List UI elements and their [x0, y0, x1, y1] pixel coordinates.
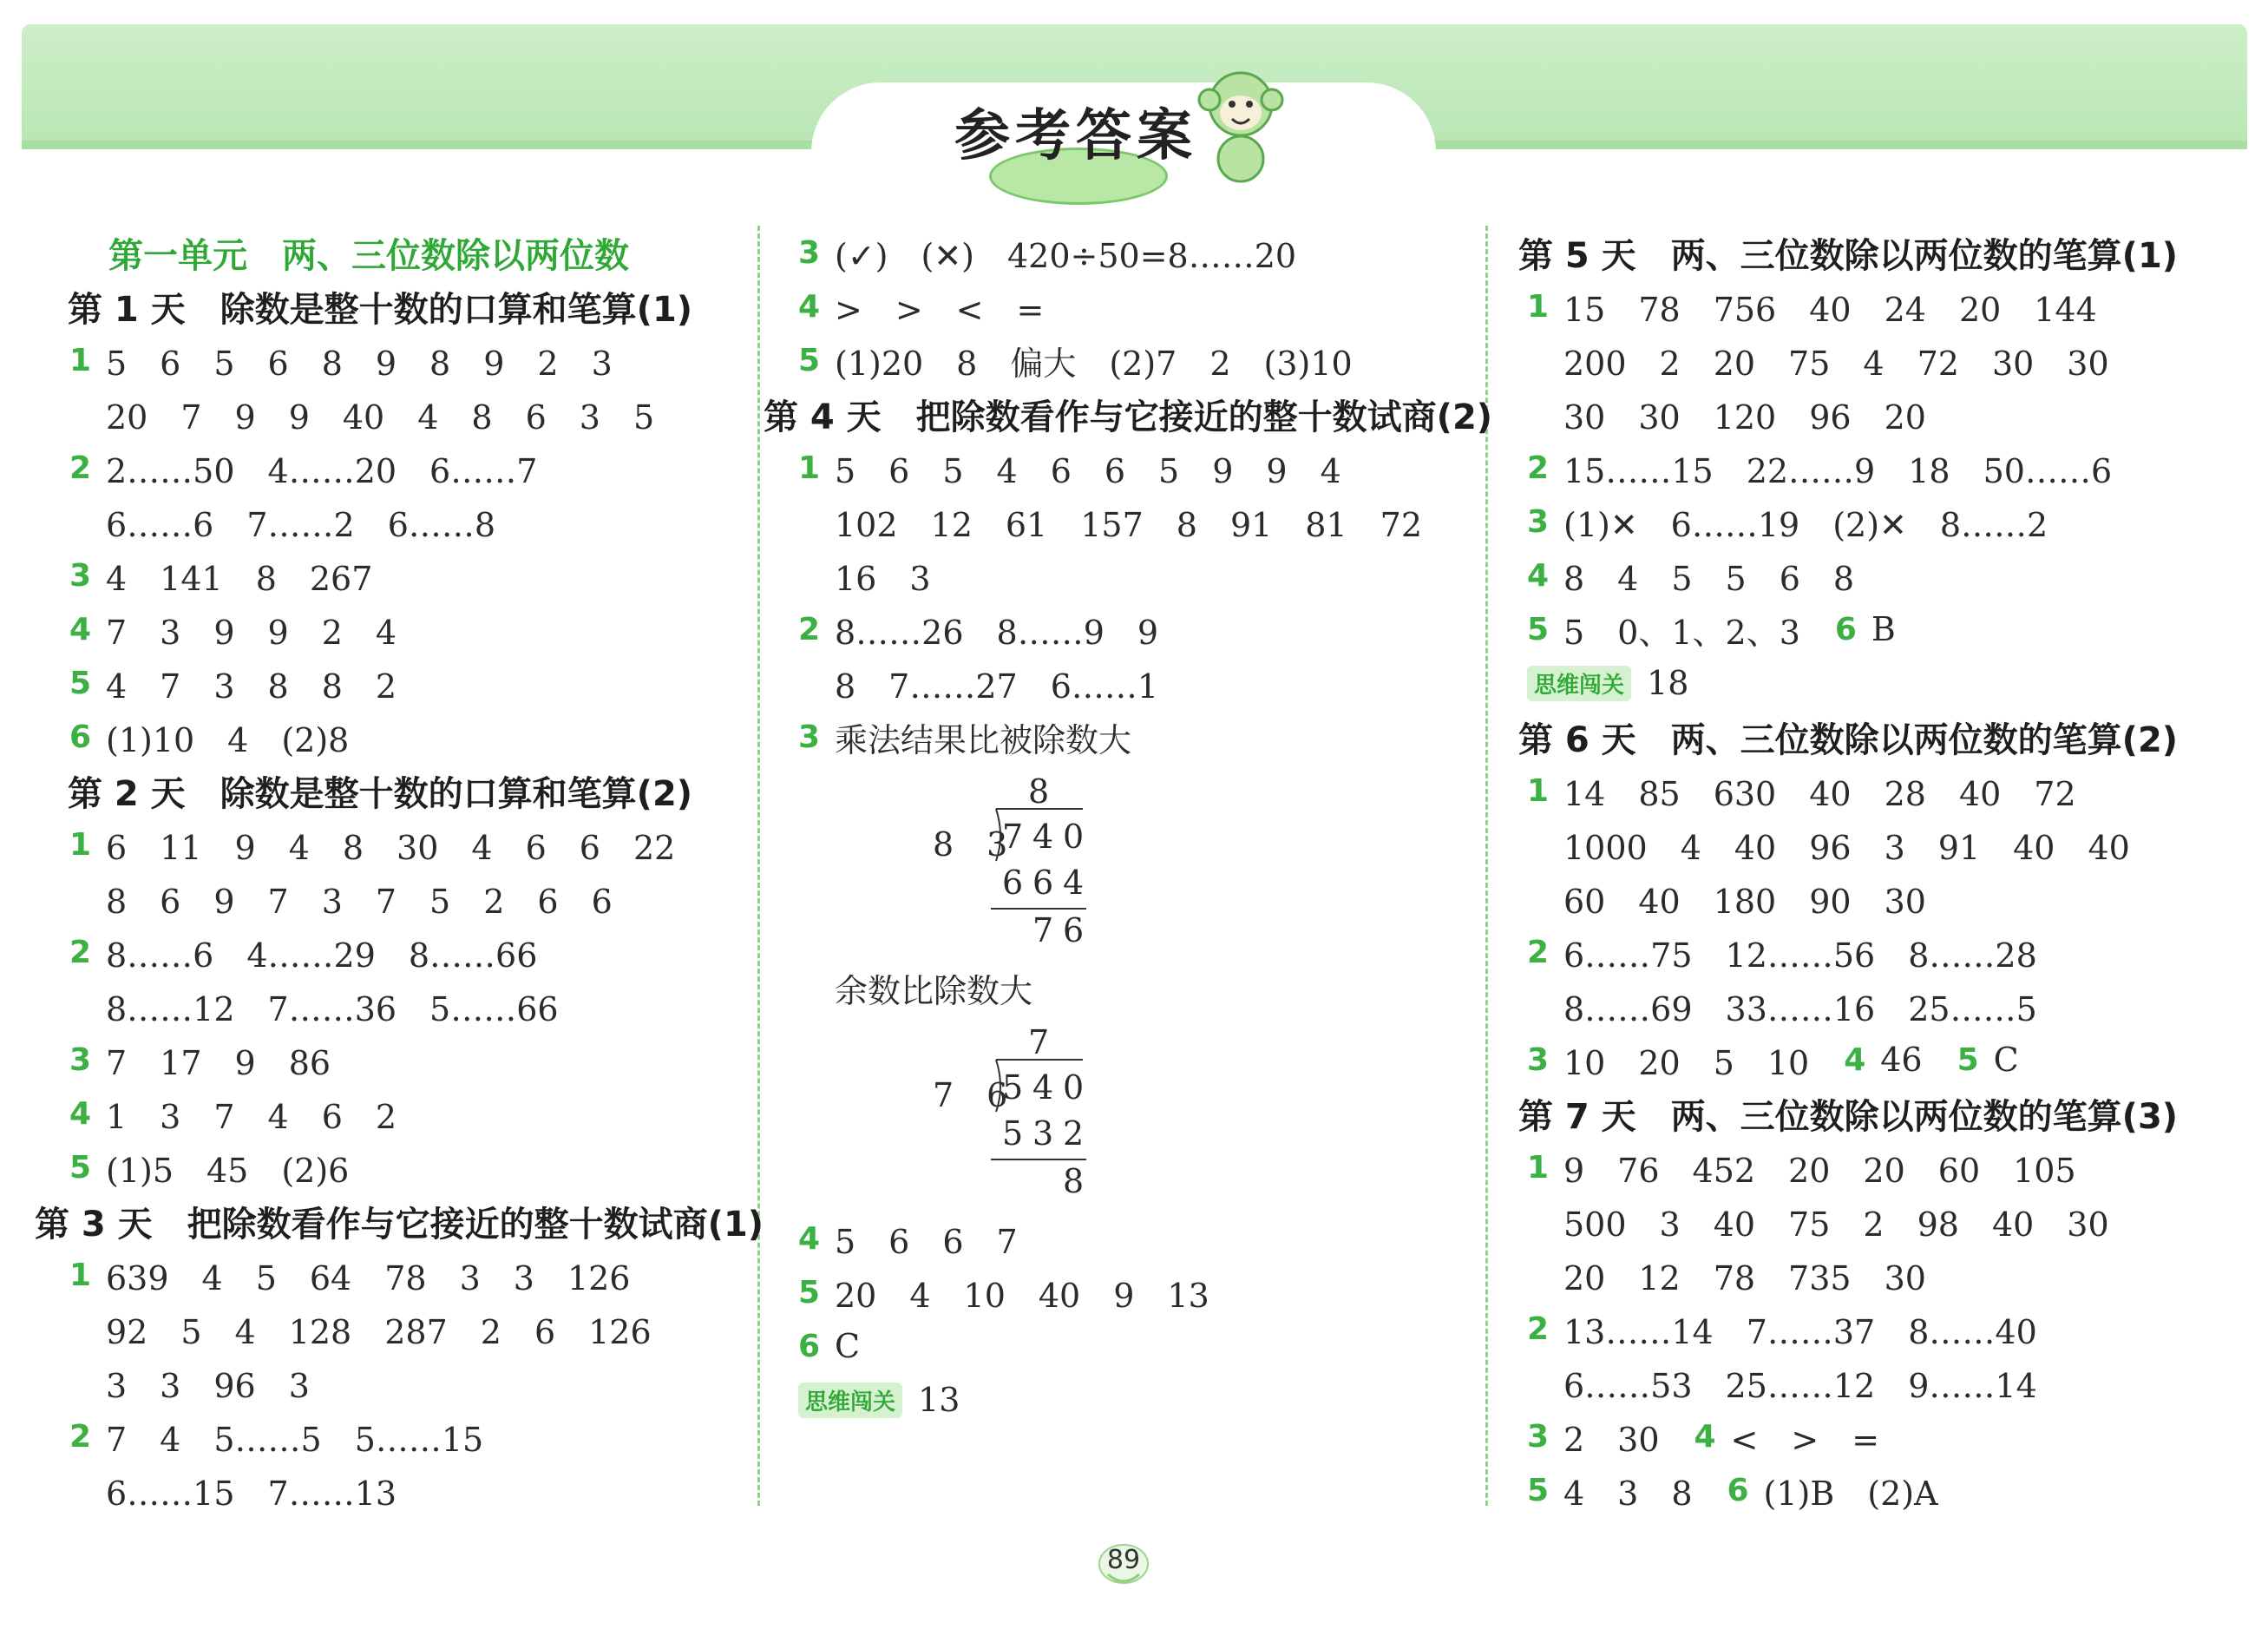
question-number: 1 — [1527, 1149, 1550, 1186]
question-number: 1 — [798, 450, 821, 486]
answer-row — [1527, 441, 2247, 495]
answer-text: 8 7……27 6……1 — [835, 667, 1159, 706]
answer-row — [1527, 818, 2247, 871]
answer-text: 2 30 — [1563, 1420, 1660, 1459]
answer-text: 7 17 9 86 — [106, 1043, 331, 1082]
answer-text: 4 3 8 — [1563, 1474, 1693, 1513]
day-3-continued — [764, 226, 1484, 387]
answer-row — [798, 495, 1484, 548]
answer-text: 6……15 7……13 — [106, 1474, 397, 1513]
answer-text: 6 11 9 4 8 30 4 6 6 22 — [106, 828, 676, 867]
answer-row — [798, 1212, 1484, 1265]
answer-row — [798, 1373, 1484, 1427]
question-number: 2 — [69, 934, 92, 970]
question-number: 3 — [1527, 503, 1550, 540]
page-title: 参考答案 — [954, 104, 1197, 168]
answer-row — [1527, 333, 2247, 387]
question-number: 2 — [69, 1418, 92, 1455]
answer-row — [1527, 495, 2247, 548]
dividend-digit: 7 — [1002, 818, 1024, 856]
day-3-answers — [35, 1248, 755, 1517]
answer-text: B — [1871, 610, 1896, 648]
answer-text: 6……75 12……56 8……28 — [1563, 936, 2037, 975]
answer-row — [1527, 279, 2247, 333]
question-number: 2 — [1527, 1310, 1550, 1347]
answer-text: 5 6 6 7 — [835, 1222, 1018, 1261]
question-number: 2 — [1527, 934, 1550, 970]
remainder-digit: 7 — [1032, 911, 1054, 949]
quotient: 7 — [1028, 1023, 1050, 1061]
answer-text: 3 3 96 3 — [106, 1366, 310, 1405]
product-digit: 6 — [1002, 864, 1024, 902]
answer-text: 5 0、1、2、3 — [1563, 613, 1800, 652]
answer-text: 200 2 20 75 4 72 30 30 — [1563, 344, 2109, 383]
dividend-digit: 5 — [1002, 1068, 1024, 1107]
answer-row — [69, 871, 755, 925]
quotient: 8 — [1028, 772, 1050, 811]
answer-text: 15……15 22……9 18 50……6 — [1563, 451, 2113, 490]
answer-text: 16 3 — [835, 559, 931, 598]
answer-row — [69, 1140, 755, 1194]
answer-text: 5 6 5 4 6 6 5 9 9 4 — [835, 451, 1341, 490]
question-number: 1 — [69, 826, 92, 863]
answer-row — [1527, 871, 2247, 925]
answer-text: 8……69 33……16 25……5 — [1563, 989, 2037, 1028]
answer-text: 15 78 756 40 24 20 144 — [1563, 290, 2097, 329]
answer-row — [69, 387, 755, 441]
long-division-2 — [798, 1015, 1484, 1201]
answer-text: 6……53 25……12 9……14 — [1563, 1366, 2037, 1405]
answer-row — [798, 226, 1484, 279]
answer-row — [798, 1319, 1484, 1373]
answer-text: 20 4 10 40 9 13 — [835, 1276, 1209, 1315]
question-number: 4 — [798, 288, 821, 325]
answer-text: 13……14 7……37 8……40 — [1563, 1312, 2037, 1351]
answer-text: > > < = — [835, 290, 1045, 329]
answer-text: 5 6 5 6 8 9 8 9 2 3 — [106, 344, 613, 383]
dividend-digit: 0 — [1063, 818, 1085, 856]
answer-row — [69, 710, 755, 764]
day-7-answers — [1492, 1140, 2247, 1517]
answer-row — [798, 279, 1484, 333]
answer-row — [1527, 602, 2247, 656]
answer-row — [798, 961, 1484, 1015]
day-1-answers — [35, 333, 755, 764]
question-number: 6 — [1834, 611, 1857, 647]
day-1-heading: 第 1 天 除数是整十数的口算和笔算(1) — [68, 289, 693, 330]
question-number: 4 — [69, 611, 92, 647]
answer-text: 92 5 4 128 287 2 6 126 — [106, 1312, 652, 1351]
question-number: 5 — [1527, 611, 1550, 647]
answer-row — [798, 441, 1484, 495]
answer-text: 8……26 8……9 9 — [835, 613, 1159, 652]
answer-text: C — [835, 1327, 861, 1365]
question-number: 5 — [1527, 1472, 1550, 1508]
answer-row — [69, 1033, 755, 1087]
question-number: 3 — [69, 557, 92, 594]
product-digit: 3 — [1032, 1114, 1054, 1153]
product-digit: 5 — [1002, 1114, 1024, 1153]
answer-row — [1527, 1248, 2247, 1302]
answer-text: (1)10 4 (2)8 — [106, 720, 350, 759]
answer-text: 60 40 180 90 30 — [1563, 882, 1926, 921]
answer-text: 102 12 61 157 8 91 81 72 — [835, 505, 1423, 544]
answer-text: 46 — [1880, 1041, 1923, 1079]
question-number: 4 — [69, 1095, 92, 1132]
answer-text: 30 30 120 96 20 — [1563, 397, 1926, 437]
answer-text: 余数比除数大 — [835, 971, 1033, 1010]
answer-text: (1)B (2)A — [1763, 1474, 1938, 1513]
question-number: 2 — [1527, 450, 1550, 486]
answer-text: 20 12 78 735 30 — [1563, 1258, 1926, 1297]
column-middle — [764, 226, 1493, 1427]
question-number: 6 — [798, 1328, 821, 1364]
question-number: 1 — [69, 1257, 92, 1293]
answer-row — [69, 1302, 755, 1356]
answer-row — [1527, 764, 2247, 818]
answer-text: 20 7 9 9 40 4 8 6 3 5 — [106, 397, 655, 437]
answer-text: 8 4 5 5 6 8 — [1563, 559, 1855, 598]
answer-row — [1527, 1033, 2247, 1087]
question-number: 5 — [69, 1149, 92, 1186]
question-number: 6 — [1727, 1472, 1749, 1508]
question-number: 5 — [798, 1274, 821, 1310]
answer-text: C — [1993, 1041, 2019, 1079]
answer-text: 7 4 5……5 5……15 — [106, 1420, 484, 1459]
remainder-digit: 8 — [1063, 1162, 1085, 1200]
question-number: 4 — [1527, 557, 1550, 594]
answer-row — [798, 602, 1484, 656]
remainder-digit: 6 — [1063, 911, 1085, 949]
challenge-badge: 思维闯关 — [1527, 666, 1631, 701]
answer-text: 2……50 4……20 6……7 — [106, 451, 538, 490]
answer-row — [69, 979, 755, 1033]
question-number: 4 — [1694, 1418, 1716, 1455]
divisor: 8 3 — [933, 825, 1008, 864]
answer-text: 8 6 9 7 3 7 5 2 6 6 — [106, 882, 613, 921]
answer-row — [69, 1409, 755, 1463]
answer-text: 10 20 5 10 — [1563, 1043, 1810, 1082]
page-number: 89 — [1106, 1545, 1141, 1575]
column-divider-1 — [757, 226, 760, 1506]
question-number: 5 — [798, 342, 821, 378]
question-number: 3 — [798, 719, 821, 755]
day-2-heading: 第 2 天 除数是整十数的口算和笔算(2) — [68, 773, 693, 814]
answer-row — [69, 333, 755, 387]
answer-text: 500 3 40 75 2 98 40 30 — [1563, 1205, 2109, 1244]
answer-row — [1527, 1356, 2247, 1409]
day-4-answers — [764, 441, 1484, 1427]
answer-row — [798, 548, 1484, 602]
dividend-digit: 4 — [1032, 818, 1054, 856]
answer-text: 乘法结果比被除数大 — [835, 720, 1132, 759]
answer-row — [798, 656, 1484, 710]
answer-row — [69, 441, 755, 495]
answer-row — [1527, 387, 2247, 441]
answer-row — [69, 925, 755, 979]
question-number: 3 — [1527, 1041, 1550, 1078]
unit-title: 第一单元 两、三位数除以两位数 — [108, 235, 629, 276]
answer-row — [69, 1463, 755, 1517]
answer-row — [69, 548, 755, 602]
subtraction-line — [991, 1158, 1086, 1161]
answer-row — [69, 1248, 755, 1302]
product-digit: 2 — [1063, 1114, 1085, 1153]
answer-row — [69, 818, 755, 871]
answer-row — [1527, 656, 2247, 710]
answer-text: 6……6 7……2 6……8 — [106, 505, 496, 544]
day-4-heading: 第 4 天 把除数看作与它接近的整十数试商(2) — [764, 397, 1493, 437]
answer-text: 1 3 7 4 6 2 — [106, 1097, 397, 1136]
question-number: 4 — [1844, 1041, 1866, 1078]
product-digit: 4 — [1063, 864, 1085, 902]
dividend-digit: 0 — [1063, 1068, 1085, 1107]
day-2-answers — [35, 818, 755, 1194]
answer-row — [69, 1356, 755, 1409]
answer-row — [1527, 1409, 2247, 1463]
answer-text: 639 4 5 64 78 3 3 126 — [106, 1258, 631, 1297]
answer-text: 18 — [1647, 664, 1689, 702]
answer-text: 14 85 630 40 28 40 72 — [1563, 774, 2076, 813]
question-number: 3 — [69, 1041, 92, 1078]
answer-row — [798, 333, 1484, 387]
answer-text: 8……12 7……36 5……66 — [106, 989, 559, 1028]
question-number: 6 — [69, 719, 92, 755]
answer-text: (1)✕ 6……19 (2)✕ 8……2 — [1563, 505, 2048, 544]
answer-row — [1527, 1302, 2247, 1356]
subtraction-line — [991, 907, 1086, 910]
answer-text: (✓) (✕) 420÷50=8……20 — [835, 236, 1297, 275]
dividend-digit: 4 — [1032, 1068, 1054, 1107]
product-digit: 6 — [1032, 864, 1054, 902]
day-7-heading: 第 7 天 两、三位数除以两位数的笔算(3) — [1518, 1096, 2179, 1137]
day-5-answers — [1492, 279, 2247, 710]
day-6-heading: 第 6 天 两、三位数除以两位数的笔算(2) — [1518, 719, 2179, 760]
answer-row — [1527, 925, 2247, 979]
monkey-mascot-icon — [1189, 65, 1293, 187]
challenge-badge: 思维闯关 — [798, 1383, 902, 1418]
answer-row — [1527, 1140, 2247, 1194]
question-number: 3 — [798, 234, 821, 271]
answer-text: 7 3 9 9 2 4 — [106, 613, 397, 652]
answer-row — [69, 656, 755, 710]
answer-row — [1527, 1463, 2247, 1517]
question-number: 1 — [1527, 288, 1550, 325]
question-number: 4 — [798, 1220, 821, 1257]
answer-text: 4 7 3 8 8 2 — [106, 667, 397, 706]
answer-row — [1527, 1194, 2247, 1248]
question-number: 1 — [69, 342, 92, 378]
question-number: 3 — [1527, 1418, 1550, 1455]
question-number: 1 — [1527, 772, 1550, 809]
answer-text: 13 — [918, 1381, 960, 1419]
divisor: 7 6 — [933, 1076, 1008, 1114]
answer-text: (1)5 45 (2)6 — [106, 1151, 350, 1190]
answer-text: 4 141 8 267 — [106, 559, 373, 598]
answer-text: (1)20 8 偏大 (2)7 2 (3)10 — [835, 344, 1353, 383]
answer-row — [1527, 979, 2247, 1033]
answer-text: 9 76 452 20 20 60 105 — [1563, 1151, 2076, 1190]
answer-text: 8……6 4……29 8……66 — [106, 936, 538, 975]
answer-row — [69, 495, 755, 548]
answer-text: 1000 4 40 96 3 91 40 40 — [1563, 828, 2130, 867]
day-3-heading: 第 3 天 把除数看作与它接近的整十数试商(1) — [35, 1204, 764, 1245]
day-6-answers — [1492, 764, 2247, 1087]
column-right — [1492, 226, 2247, 1517]
question-number: 5 — [1957, 1041, 1979, 1078]
answer-row — [798, 1265, 1484, 1319]
question-number: 2 — [69, 450, 92, 486]
answer-row — [1527, 548, 2247, 602]
long-division-1 — [798, 764, 1484, 950]
day-5-heading: 第 5 天 两、三位数除以两位数的笔算(1) — [1518, 235, 2179, 276]
column-left — [35, 226, 764, 1517]
answer-row — [69, 1087, 755, 1140]
question-number: 2 — [798, 611, 821, 647]
answer-text: < > = — [1730, 1420, 1880, 1459]
answer-row — [798, 710, 1484, 764]
answer-row — [69, 602, 755, 656]
question-number: 5 — [69, 665, 92, 701]
